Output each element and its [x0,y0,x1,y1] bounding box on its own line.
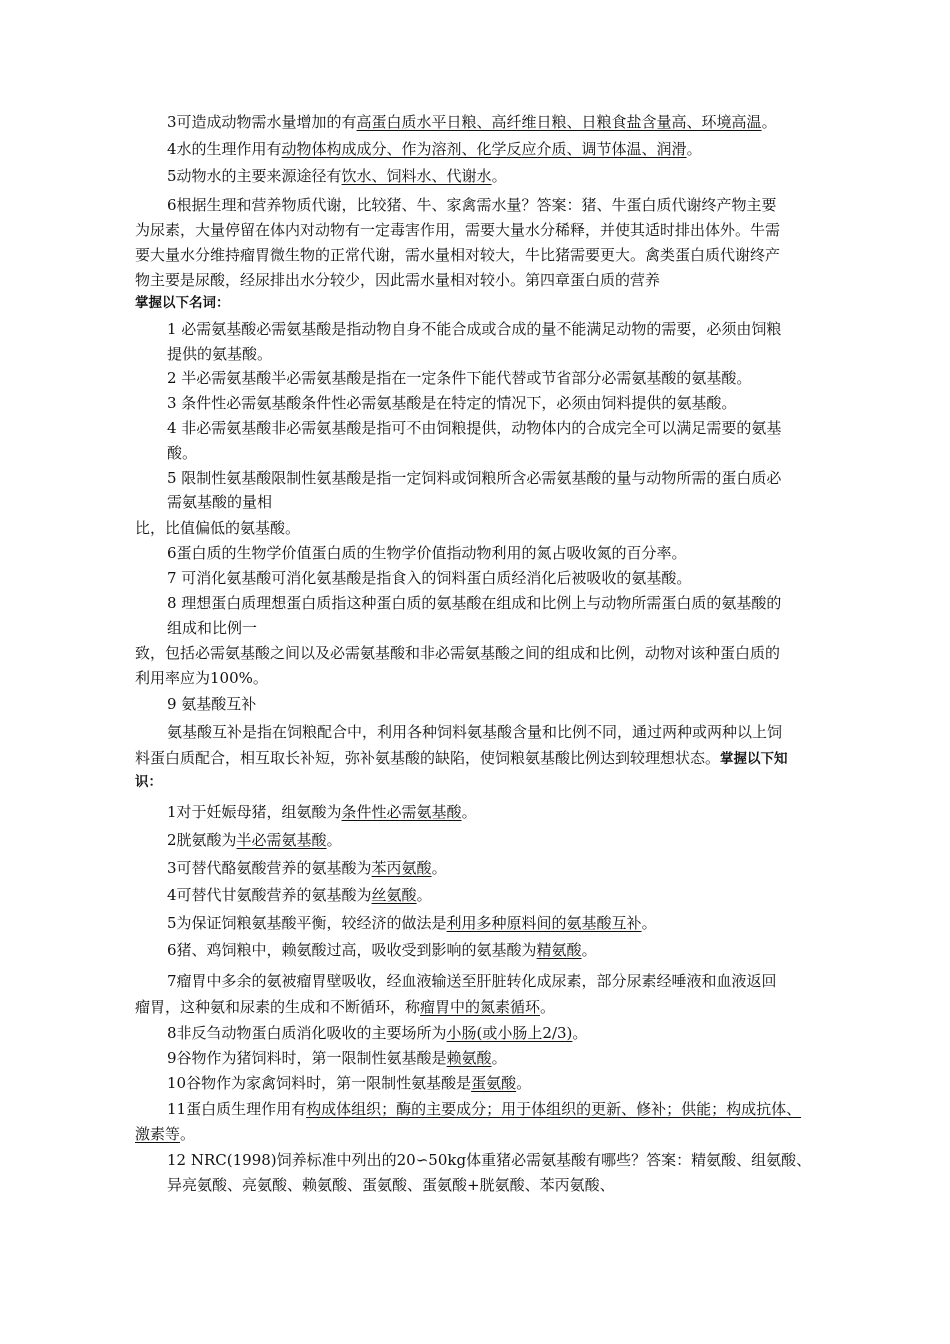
knowledge-item-11-cont [135,1123,195,1145]
term-aa-complement-line [135,747,788,770]
knowledge-item-12: 12 NRC(1998)饲养标准中列出的20∽50kg体重猪必需氨基酸有哪些？答案：精氨酸、组氨酸、 [167,1151,812,1169]
term-ideal-protein-cont: 利用率应为100%。 [135,669,268,687]
term-essential-aa-cont: 提供的氨基酸。 [167,345,273,363]
answer-text: 构成体组织；酶的主要成分；用于体组织的更新、修补；供能；构成抗体、 [306,1100,802,1118]
knowledge-item-7: 7瘤胃中多余的氨被瘤胃壁吸收，经血液输送至肝脏转化成尿素，部分尿素经唾液和血液返回 [167,972,777,990]
answer-text: 饮水、饲料水、代谢水 [341,167,492,185]
question-text: 5动物水的主要来源途径有 [167,167,342,185]
knowledge-item-10 [167,1072,531,1094]
answer-text: 蛋氨酸 [471,1074,517,1092]
knowledge-heading: 掌握以下知 [720,751,788,767]
term-nonessential-aa: 4 非必需氨基酸非必需氨基酸是指可不由饲粮提供，动物体内的合成完全可以满足需要的氨基 [167,419,782,437]
term-ideal-protein: 8 理想蛋白质理想蛋白质指这种蛋白质的氨基酸在组成和比例上与动物所需蛋白质的氨基酸的 [167,594,782,612]
knowledge-item-4 [167,884,432,906]
term-ideal-protein-cont: 组成和比例一 [167,619,258,637]
terms-heading: 掌握以下名词： [135,295,230,311]
water-fact-3 [167,111,777,133]
question-text: 4水的生理作用有 [167,140,282,158]
answer-text: 瘤胃中的氮素循环 [420,998,541,1016]
question-text: 10谷物作为家禽饲料时，第一限制性氨基酸是 [167,1074,472,1092]
punctuation: 。 [516,1074,532,1092]
term-semi-essential-aa: 2 半必需氨基酸半必需氨基酸是指在一定条件下能代替或节省部分必需氨基酸的氨基酸。 [167,369,752,387]
knowledge-item-11 [167,1098,801,1120]
question-text: 3可造成动物需水量增加的有 [167,113,357,131]
punctuation: 。 [572,1024,588,1042]
knowledge-item-3 [167,857,447,879]
answer-text: 小肠(或小肠上2/3) [446,1024,573,1042]
punctuation: 。 [686,140,702,158]
question-text: 11蛋白质生理作用有 [167,1100,307,1118]
question-text: 9谷物作为猪饲料时，第一限制性氨基酸是 [167,1049,447,1067]
water-fact-5 [167,165,507,187]
question-text: 5为保证饲粮氨基酸平衡，较经济的做法是 [167,914,447,932]
knowledge-item-8 [167,1022,587,1044]
punctuation: 。 [491,1049,507,1067]
term-aa-complement-title: 9 氨基酸互补 [167,695,257,713]
question-text: 8非反刍动物蛋白质消化吸收的主要场所为 [167,1024,447,1042]
answer-text: 苯丙氨酸 [371,859,432,877]
answer-text: 利用多种原料间的氨基酸互补 [446,914,642,932]
term-nonessential-aa-cont: 酸。 [167,444,198,462]
water-q6-line: 要大量水分维持瘤胃微生物的正常代谢，需水量相对较大，牛比猪需要更大。禽类蛋白质代谢终产 [135,246,781,264]
term-limiting-aa-cont: 比，比值偏低的氨基酸。 [135,519,301,537]
water-fact-4 [167,138,702,160]
answer-text: 条件性必需氨基酸 [341,803,462,821]
punctuation: 。 [180,1125,196,1143]
complement-text: 料蛋白质配合，相互取长补短，弥补氨基酸的缺陷，使饲粮氨基酸比例达到较理想状态。 [135,749,721,767]
question-text: 1对于妊娠母猪，组氨酸为 [167,803,342,821]
knowledge-item-7-cont [135,996,555,1018]
term-digestible-aa: 7 可消化氨基酸可消化氨基酸是指食入的饲料蛋白质经消化后被吸收的氨基酸。 [167,569,692,587]
punctuation: 。 [761,113,777,131]
punctuation: 。 [581,941,597,959]
answer-text: 赖氨酸 [446,1049,492,1067]
water-q6-line: 物主要是尿酸，经尿排出水分较少，因此需水量相对较小。第四章蛋白质的营养 [135,271,661,289]
punctuation: 。 [431,859,447,877]
term-limiting-aa-cont: 需氨基酸的量相 [167,493,273,511]
answer-text: 丝氨酸 [371,886,417,904]
punctuation: 。 [461,803,477,821]
term-aa-complement-line: 氨基酸互补是指在饲粮配合中，利用各种饲料氨基酸含量和比例不同，通过两种或两种以上饲 [167,723,783,741]
answer-text: 半必需氨基酸 [236,831,327,849]
punctuation: 。 [416,886,432,904]
knowledge-item-6 [167,939,597,961]
answer-text: 动物体构成成分、作为溶剂、化学反应介质、调节体温、润滑 [281,140,687,158]
answer-text: 激素等 [135,1125,181,1143]
term-conditional-aa: 3 条件性必需氨基酸条件性必需氨基酸是在特定的情况下，必须由饲料提供的氨基酸。 [167,394,737,412]
knowledge-item-5 [167,912,657,934]
punctuation: 。 [491,167,507,185]
answer-text: 精氨酸 [536,941,582,959]
knowledge-item-9 [167,1047,507,1069]
punctuation: 。 [641,914,657,932]
term-biological-value: 6蛋白质的生物学价值蛋白质的生物学价值指动物利用的氮占吸收氮的百分率。 [167,544,687,562]
question-text: 瘤胃，这种氨和尿素的生成和不断循环，称 [135,998,421,1016]
term-limiting-aa: 5 限制性氨基酸限制性氨基酸是指一定饲料或饲粮所含必需氨基酸的量与动物所需的蛋白质必 [167,469,782,487]
punctuation: 。 [326,831,342,849]
answer-text: 高蛋白质水平日粮、高纤维日粮、日粮食盐含量高、环境高温 [356,113,762,131]
knowledge-heading-cont: 识： [135,774,162,790]
question-text: 2胱氨酸为 [167,831,237,849]
question-text: 3可替代酪氨酸营养的氨基酸为 [167,859,372,877]
term-essential-aa: 1 必需氨基酸必需氨基酸是指动物自身不能合成或合成的量不能满足动物的需要，必须由饲粮 [167,320,782,338]
water-q6-line: 6根据生理和营养物质代谢，比较猪、牛、家禽需水量？答案：猪、牛蛋白质代谢终产物主要 [167,196,777,214]
knowledge-item-1 [167,801,477,823]
knowledge-item-12-cont: 异亮氨酸、亮氨酸、赖氨酸、蛋氨酸、蛋氨酸+胱氨酸、苯丙氨酸、 [167,1176,615,1194]
knowledge-item-2 [167,829,342,851]
punctuation: 。 [540,998,556,1016]
question-text: 4可替代甘氨酸营养的氨基酸为 [167,886,372,904]
term-ideal-protein-cont: 致，包括必需氨基酸之间以及必需氨基酸和非必需氨基酸之间的组成和比例，动物对该种蛋白质的 [135,644,781,662]
water-q6-line: 为尿素，大量停留在体内对动物有一定毒害作用，需要大量水分稀释，并使其适时排出体外。牛需 [135,221,781,239]
question-text: 6猪、鸡饲粮中，赖氨酸过高，吸收受到影响的氨基酸为 [167,941,537,959]
